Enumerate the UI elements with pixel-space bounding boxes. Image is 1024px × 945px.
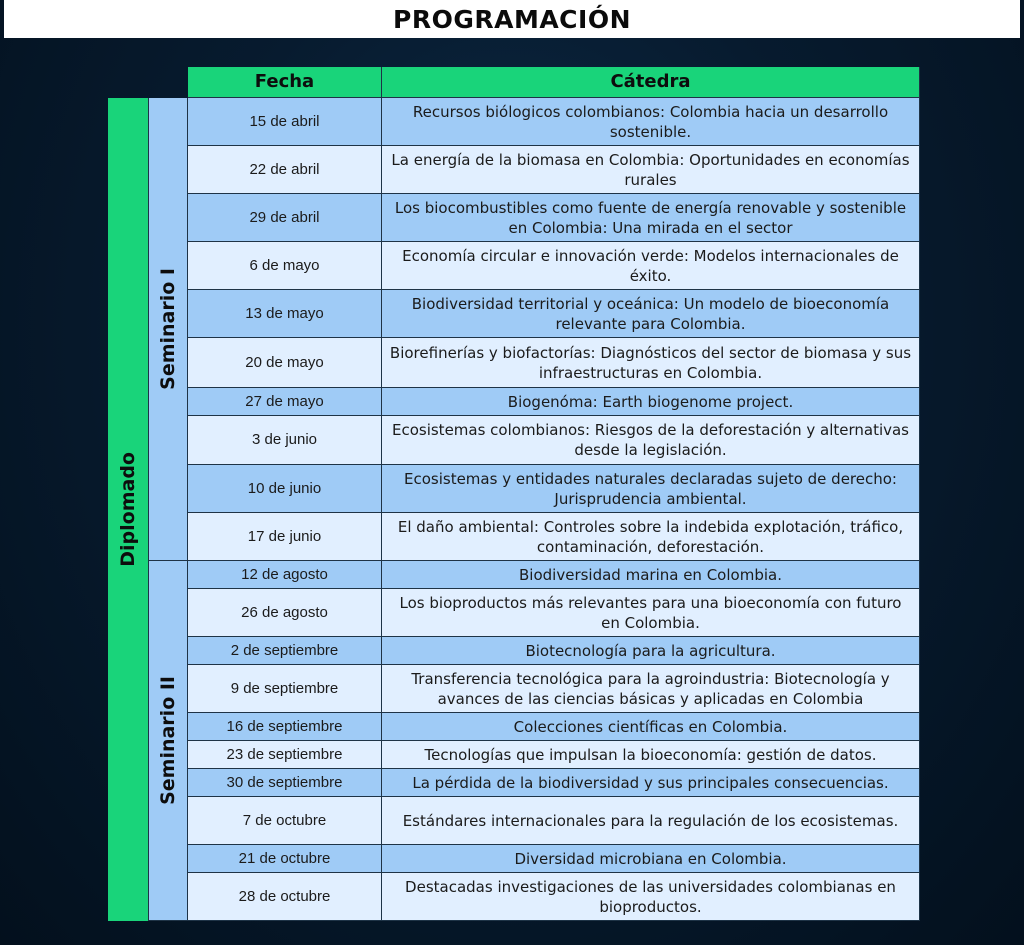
row-catedra: El daño ambiental: Controles sobre la indebida explotación, tráfico, contaminación, deforestación. [382,513,920,561]
row-date: 13 de mayo [188,290,382,338]
table-corner [108,67,188,98]
row-date: 22 de abril [188,146,382,194]
program-label-cell [108,98,149,921]
seminar-2-label: Seminario II [157,676,179,805]
row-date: 15 de abril [188,98,382,146]
row-catedra: Ecosistemas colombianos: Riesgos de la deforestación y alternativas desde la legislación. [382,416,920,465]
row-date: 16 de septiembre [188,713,382,741]
row-date: 21 de octubre [188,845,382,873]
row-catedra: Biorefinerías y biofactorías: Diagnósticos del sector de biomasa y sus infraestructuras en Colombia. [382,338,920,388]
row-catedra: Transferencia tecnológica para la agroindustria: Biotecnología y avances de las ciencias básicas y aplicadas en Colombia [382,665,920,713]
title-bar [4,0,1020,38]
header-catedra: Cátedra [382,67,920,98]
row-date: 28 de octubre [188,873,382,921]
row-date: 23 de septiembre [188,741,382,769]
row-date: 27 de mayo [188,388,382,416]
row-catedra: Biodiversidad marina en Colombia. [382,561,920,589]
row-catedra: Biogenóma: Earth biogenome project. [382,388,920,416]
row-catedra: Ecosistemas y entidades naturales declaradas sujeto de derecho: Jurisprudencia ambiental. [382,465,920,513]
row-date: 20 de mayo [188,338,382,388]
row-date: 29 de abril [188,194,382,242]
row-date: 9 de septiembre [188,665,382,713]
row-date: 7 de octubre [188,797,382,845]
seminar-1-label: Seminario I [157,268,179,390]
row-catedra: La pérdida de la biodiversidad y sus principales consecuencias. [382,769,920,797]
schedule-table [108,67,920,922]
seminar-1-cell [149,98,188,561]
row-catedra: Los bioproductos más relevantes para una bioeconomía con futuro en Colombia. [382,589,920,637]
row-date: 3 de junio [188,416,382,465]
row-catedra: Diversidad microbiana en Colombia. [382,845,920,873]
row-catedra: Colecciones científicas en Colombia. [382,713,920,741]
seminar-2-cell [149,561,188,921]
row-date: 12 de agosto [188,561,382,589]
row-date: 26 de agosto [188,589,382,637]
row-date: 30 de septiembre [188,769,382,797]
row-catedra: Biotecnología para la agricultura. [382,637,920,665]
row-catedra: Estándares internacionales para la regulación de los ecosistemas. [382,797,920,845]
row-catedra: Destacadas investigaciones de las universidades colombianas en bioproductos. [382,873,920,921]
row-date: 10 de junio [188,465,382,513]
row-catedra: Biodiversidad territorial y oceánica: Un modelo de bioeconomía relevante para Colombia. [382,290,920,338]
row-catedra: Tecnologías que impulsan la bioeconomía: gestión de datos. [382,741,920,769]
row-catedra: Recursos biólogicos colombianos: Colombia hacia un desarrollo sostenible. [382,98,920,146]
row-catedra: Los biocombustibles como fuente de energía renovable y sostenible en Colombia: Una mirada en el sector [382,194,920,242]
row-catedra: La energía de la biomasa en Colombia: Oportunidades en economías rurales [382,146,920,194]
row-catedra: Economía circular e innovación verde: Modelos internacionales de éxito. [382,242,920,290]
header-fecha: Fecha [188,67,382,98]
row-date: 17 de junio [188,513,382,561]
page-title: PROGRAMACIÓN [393,4,631,34]
row-date: 6 de mayo [188,242,382,290]
row-date: 2 de septiembre [188,637,382,665]
program-label: Diplomado [117,452,139,567]
